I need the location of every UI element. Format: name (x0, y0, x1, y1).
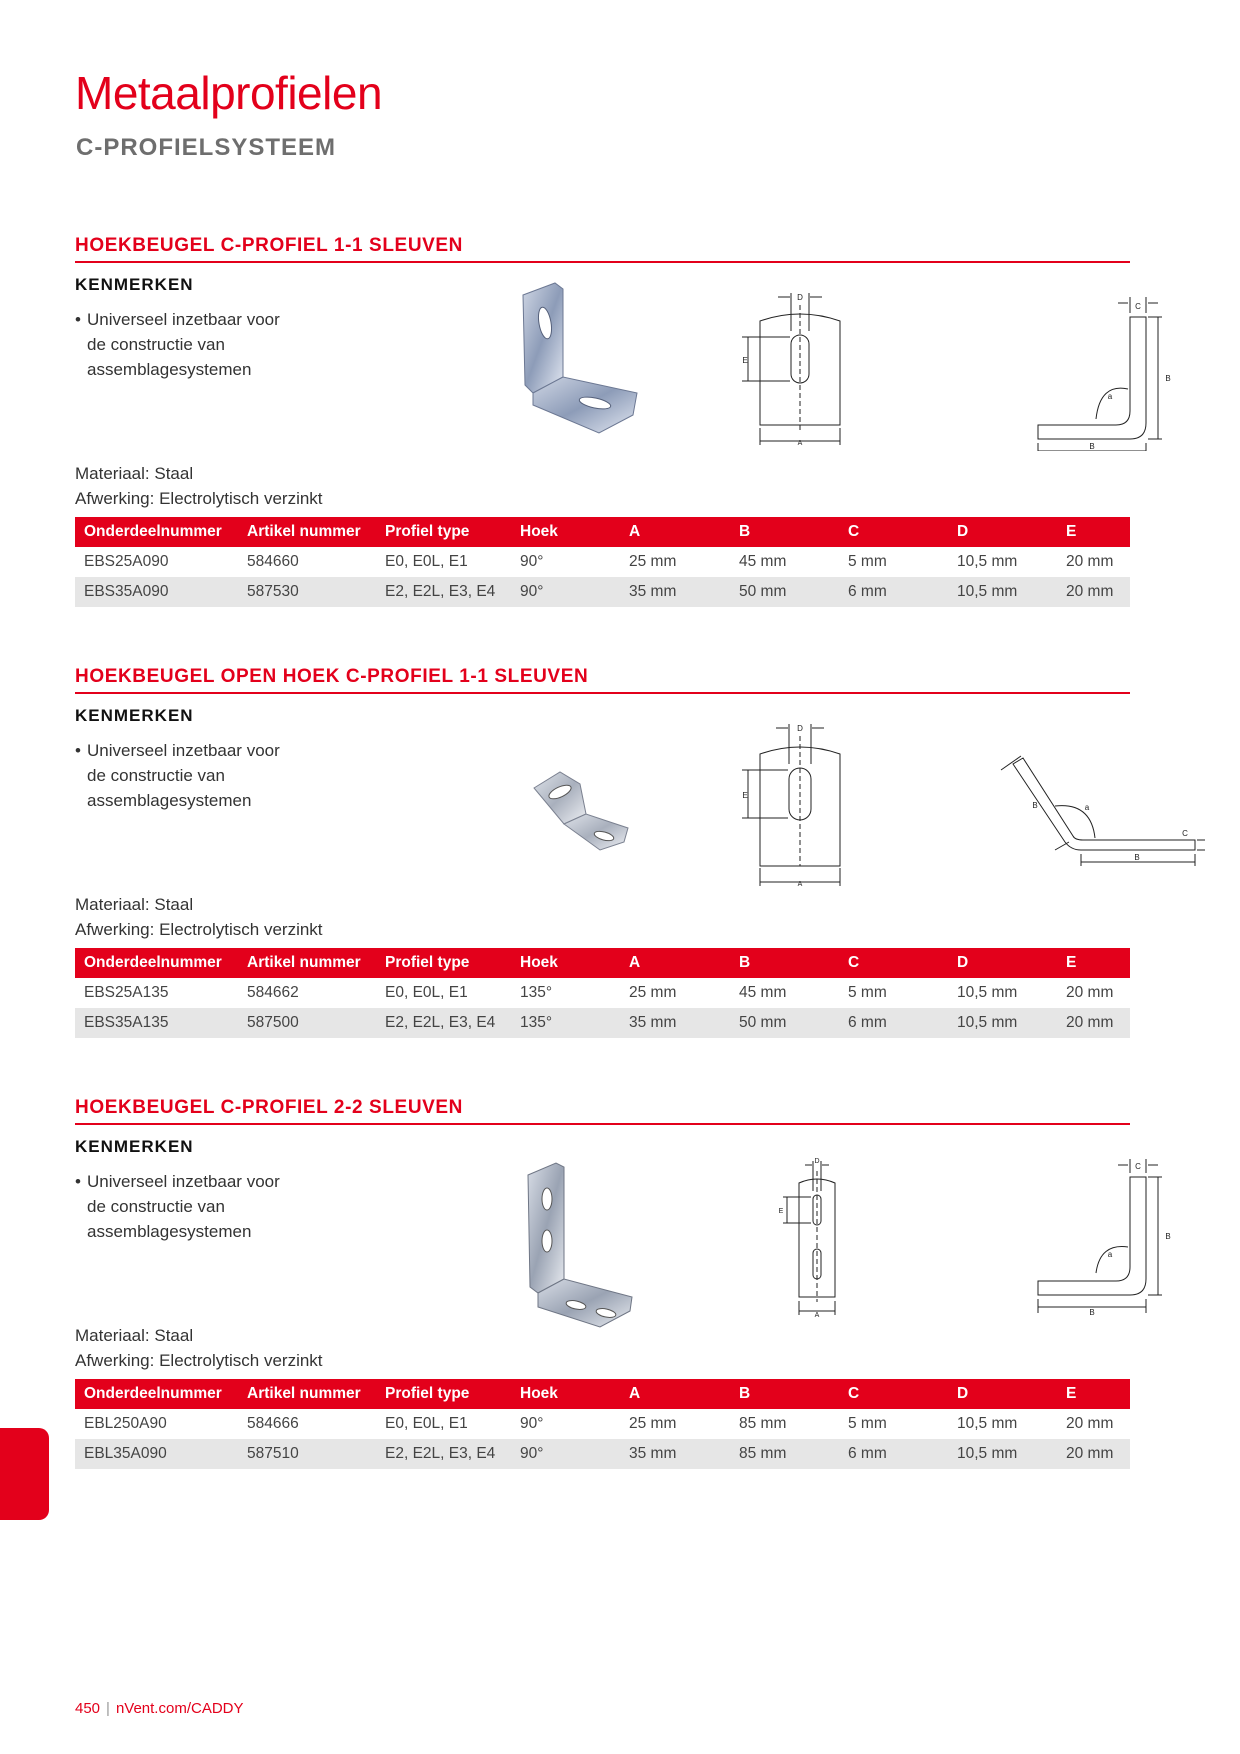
dim-label-angle: a (1084, 803, 1090, 812)
front-view-drawing (775, 1157, 855, 1327)
col-header: E (1057, 948, 1130, 978)
table-cell: EBS25A135 (84, 984, 169, 1001)
open-angle-bracket-photo (530, 766, 650, 856)
dim-label-b: B (1089, 442, 1095, 451)
features-heading: KENMERKEN (75, 275, 194, 294)
features-list (75, 1169, 295, 1244)
table-cell: 135° (520, 984, 553, 1001)
table-cell: 587530 (238, 577, 376, 607)
col-header: Artikel nummer (238, 517, 376, 547)
dim-label-angle: a (1107, 392, 1113, 401)
table-header-row (75, 517, 1130, 547)
table-cell: 587510 (238, 1439, 376, 1469)
table-cell: 35 mm (620, 1008, 730, 1038)
table-cell: 5 mm (848, 984, 887, 1001)
dim-label-a: A (797, 881, 803, 886)
section-title: HOEKBEUGEL C-PROFIEL 1-1 SLEUVEN (75, 235, 1130, 263)
dim-label-c: C (1135, 1162, 1141, 1171)
table-cell: 90° (520, 553, 544, 570)
material-info (75, 461, 323, 511)
table-cell: 85 mm (730, 1439, 839, 1469)
material-text: Materiaal: Staal (75, 895, 194, 914)
col-header: Onderdeelnummer (75, 948, 238, 978)
col-header: A (620, 517, 730, 547)
table-header-row (75, 1379, 1130, 1409)
page-number: 450 (75, 1700, 101, 1717)
page-footer (75, 1700, 244, 1717)
table-cell: 25 mm (629, 553, 677, 570)
table-cell: 35 mm (620, 577, 730, 607)
section-title: HOEKBEUGEL C-PROFIEL 2-2 SLEUVEN (75, 1097, 1130, 1125)
material-text: Materiaal: Staal (75, 1326, 194, 1345)
col-header: Onderdeelnummer (75, 1379, 238, 1409)
dim-label-b: B (1089, 1308, 1095, 1317)
table-cell: 10,5 mm (957, 1415, 1018, 1432)
dim-label-c: C (1182, 829, 1188, 838)
dim-label-c: C (1135, 302, 1141, 311)
side-view-drawing (1030, 1157, 1190, 1327)
table-cell: E0, E0L, E1 (385, 553, 468, 570)
feature-item: • Universeel inzetbaar voor de constructie van assemblagesystemen (75, 1169, 295, 1244)
front-view-drawing (720, 285, 855, 455)
table-cell: 584666 (247, 1415, 299, 1432)
table-cell: 10,5 mm (948, 577, 1057, 607)
col-header: C (839, 948, 948, 978)
col-header: A (620, 1379, 730, 1409)
chapter-tab (0, 1428, 49, 1520)
table-cell: 50 mm (730, 1008, 839, 1038)
table-cell: 5 mm (848, 553, 887, 570)
col-header: Onderdeelnummer (75, 517, 238, 547)
table-cell: E0, E0L, E1 (385, 1415, 468, 1432)
col-header: Hoek (511, 517, 620, 547)
col-header: E (1057, 517, 1130, 547)
product-section-2 (75, 666, 1188, 1066)
side-view-drawing (1030, 281, 1190, 451)
table-cell: E2, E2L, E3, E4 (376, 1008, 511, 1038)
features-heading: KENMERKEN (75, 1137, 194, 1156)
spec-table (75, 1379, 1130, 1469)
dim-label-e: E (742, 791, 748, 800)
table-cell: 45 mm (739, 553, 787, 570)
finish-text: Afwerking: Electrolytisch verzinkt (75, 920, 323, 939)
double-slot-bracket-photo (520, 1159, 660, 1329)
features-list (75, 738, 295, 813)
table-row (75, 1439, 1130, 1469)
dim-label-e: E (778, 1208, 784, 1215)
dim-label-a: A (797, 440, 803, 447)
table-cell: 5 mm (848, 1415, 887, 1432)
col-header: A (620, 948, 730, 978)
table-cell: 90° (511, 577, 620, 607)
table-cell: 35 mm (620, 1439, 730, 1469)
spec-table (75, 948, 1130, 1038)
material-info (75, 892, 323, 942)
table-cell: 20 mm (1057, 1008, 1130, 1038)
table-row (75, 1409, 1130, 1439)
side-view-drawing (995, 746, 1205, 896)
table-cell: 20 mm (1057, 577, 1130, 607)
dim-label-d: D (797, 724, 803, 733)
table-cell: 20 mm (1066, 1415, 1114, 1432)
dim-label-b: B (1032, 801, 1038, 810)
col-header: Hoek (511, 948, 620, 978)
table-row (75, 577, 1130, 607)
table-cell: 25 mm (629, 1415, 677, 1432)
table-cell: E0, E0L, E1 (385, 984, 468, 1001)
table-cell: EBS25A090 (84, 553, 169, 570)
table-cell: 10,5 mm (957, 984, 1018, 1001)
col-header: Artikel nummer (238, 1379, 376, 1409)
page-subtitle: C-PROFIELSYSTEEM (76, 134, 337, 161)
col-header: Profiel type (376, 517, 511, 547)
feature-item: • Universeel inzetbaar voor de constructie van assemblagesystemen (75, 738, 295, 813)
table-cell: 10,5 mm (957, 553, 1018, 570)
features-list (75, 307, 295, 382)
col-header: D (948, 517, 1057, 547)
table-cell: 584662 (247, 984, 299, 1001)
col-header: Profiel type (376, 948, 511, 978)
table-row (75, 547, 1130, 577)
table-cell: 6 mm (839, 1439, 948, 1469)
col-header: C (839, 517, 948, 547)
material-info (75, 1323, 323, 1373)
dim-label-b: B (1165, 1232, 1171, 1241)
spec-table (75, 517, 1130, 607)
col-header: Artikel nummer (238, 948, 376, 978)
col-header: Profiel type (376, 1379, 511, 1409)
table-cell: EBL250A90 (84, 1415, 167, 1432)
footer-separator: | (106, 1700, 110, 1717)
dim-label-angle: a (1107, 1250, 1113, 1259)
table-cell: 20 mm (1057, 1439, 1130, 1469)
product-section-1 (75, 235, 1171, 635)
material-text: Materiaal: Staal (75, 464, 194, 483)
table-cell: 90° (520, 1415, 544, 1432)
col-header: C (839, 1379, 948, 1409)
table-cell: 6 mm (839, 577, 948, 607)
table-header-row (75, 948, 1130, 978)
finish-text: Afwerking: Electrolytisch verzinkt (75, 1351, 323, 1370)
table-row (75, 1008, 1130, 1038)
dim-label-d: D (797, 293, 803, 302)
angle-bracket-photo (515, 275, 665, 435)
table-cell: E2, E2L, E3, E4 (376, 577, 511, 607)
table-cell: 85 mm (739, 1415, 787, 1432)
table-cell: 50 mm (730, 577, 839, 607)
table-cell: 20 mm (1066, 553, 1114, 570)
table-cell: 10,5 mm (948, 1008, 1057, 1038)
table-cell: 45 mm (739, 984, 787, 1001)
col-header: D (948, 948, 1057, 978)
page-title: Metaalprofielen (75, 67, 383, 119)
table-cell: 584660 (247, 553, 299, 570)
front-view-drawing (720, 716, 855, 886)
col-header: B (730, 517, 839, 547)
table-cell: 6 mm (839, 1008, 948, 1038)
col-header: B (730, 1379, 839, 1409)
table-cell: 25 mm (629, 984, 677, 1001)
table-cell: 10,5 mm (948, 1439, 1057, 1469)
col-header: D (948, 1379, 1057, 1409)
table-cell: 587500 (238, 1008, 376, 1038)
dim-label-d: D (814, 1158, 820, 1165)
dim-label-b: B (1134, 853, 1140, 862)
product-section-3 (75, 1097, 1171, 1497)
website-link[interactable]: nVent.com/CADDY (115, 1700, 244, 1717)
dim-label-a: A (814, 1312, 820, 1319)
table-cell: 90° (511, 1439, 620, 1469)
table-cell: 20 mm (1066, 984, 1114, 1001)
section-title: HOEKBEUGEL OPEN HOEK C-PROFIEL 1-1 SLEUVEN (75, 666, 1130, 694)
table-cell: 135° (511, 1008, 620, 1038)
table-row (75, 978, 1130, 1008)
table-cell: EBS35A090 (75, 577, 238, 607)
table-cell: EBS35A135 (75, 1008, 238, 1038)
col-header: Hoek (511, 1379, 620, 1409)
features-heading: KENMERKEN (75, 706, 194, 725)
table-cell: E2, E2L, E3, E4 (376, 1439, 511, 1469)
dim-label-b: B (1165, 374, 1171, 383)
table-cell: EBL35A090 (75, 1439, 238, 1469)
finish-text: Afwerking: Electrolytisch verzinkt (75, 489, 323, 508)
col-header: B (730, 948, 839, 978)
dim-label-e: E (742, 356, 748, 365)
col-header: E (1057, 1379, 1130, 1409)
feature-item: • Universeel inzetbaar voor de constructie van assemblagesystemen (75, 307, 295, 382)
